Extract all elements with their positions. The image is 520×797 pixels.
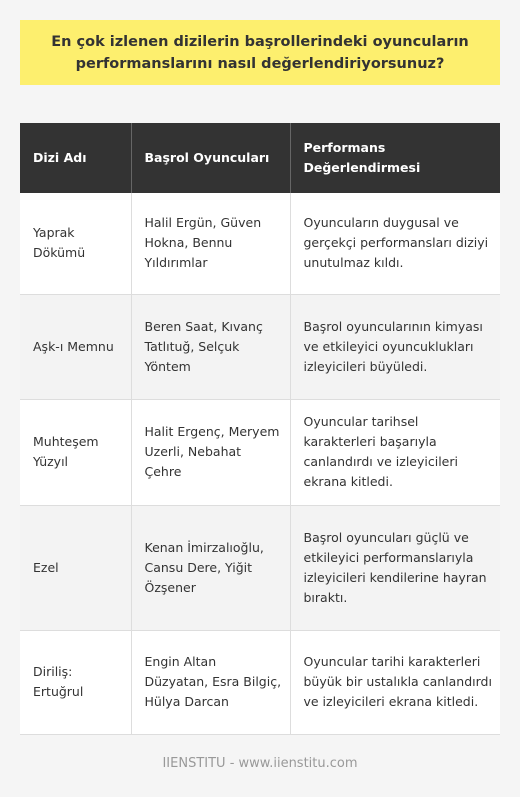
cell-dizi: Aşk-ı Memnu <box>20 294 131 399</box>
cell-degerlendirme: Başrol oyuncuları güçlü ve etkileyici performanslarıyla izleyicileri kendilerine hayran bıraktı. <box>290 505 500 630</box>
footer-credit: IIENSTITU - www.iienstitu.com <box>162 756 358 771</box>
cell-dizi: Ezel <box>20 505 131 630</box>
question-text: En çok izlenen dizilerin başrollerindeki oyuncuların performanslarını nasıl değerlendiriyorsunuz? <box>51 33 469 72</box>
series-table <box>20 123 500 735</box>
table-header-row <box>20 123 500 193</box>
cell-oyuncular: Halil Ergün, Güven Hokna, Bennu Yıldırımlar <box>131 193 290 294</box>
cell-dizi: Muhteşem Yüzyıl <box>20 399 131 505</box>
table-row <box>20 399 500 505</box>
cell-degerlendirme: Oyuncular tarihsel karakterleri başarıyla canlandırdı ve izleyicileri ekrana kitledi. <box>290 399 500 505</box>
table-row <box>20 505 500 630</box>
table-row <box>20 630 500 734</box>
cell-oyuncular: Kenan İmirzalıoğlu, Cansu Dere, Yiğit Özşener <box>131 505 290 630</box>
cell-degerlendirme: Başrol oyuncularının kimyası ve etkileyici oyuncuklukları izleyicileri büyüledi. <box>290 294 500 399</box>
cell-degerlendirme: Oyuncular tarihi karakterleri büyük bir ustalıkla canlandırdı ve izleyicileri ekrana kitledi. <box>290 630 500 734</box>
question-banner <box>20 20 500 85</box>
cell-dizi: Yaprak Dökümü <box>20 193 131 294</box>
cell-dizi: Diriliş: Ertuğrul <box>20 630 131 734</box>
cell-oyuncular: Halit Ergenç, Meryem Uzerli, Nebahat Çehre <box>131 399 290 505</box>
cell-degerlendirme: Oyuncuların duygusal ve gerçekçi performansları diziyi unutulmaz kıldı. <box>290 193 500 294</box>
table-row <box>20 294 500 399</box>
header-basrol-oyunculari: Başrol Oyuncuları <box>131 123 290 193</box>
cell-oyuncular: Engin Altan Düzyatan, Esra Bilgiç, Hülya Darcan <box>131 630 290 734</box>
header-performans: Performans Değerlendirmesi <box>290 123 500 193</box>
cell-oyuncular: Beren Saat, Kıvanç Tatlıtuğ, Selçuk Yöntem <box>131 294 290 399</box>
header-dizi-adi: Dizi Adı <box>33 150 87 165</box>
table-row <box>20 193 500 294</box>
